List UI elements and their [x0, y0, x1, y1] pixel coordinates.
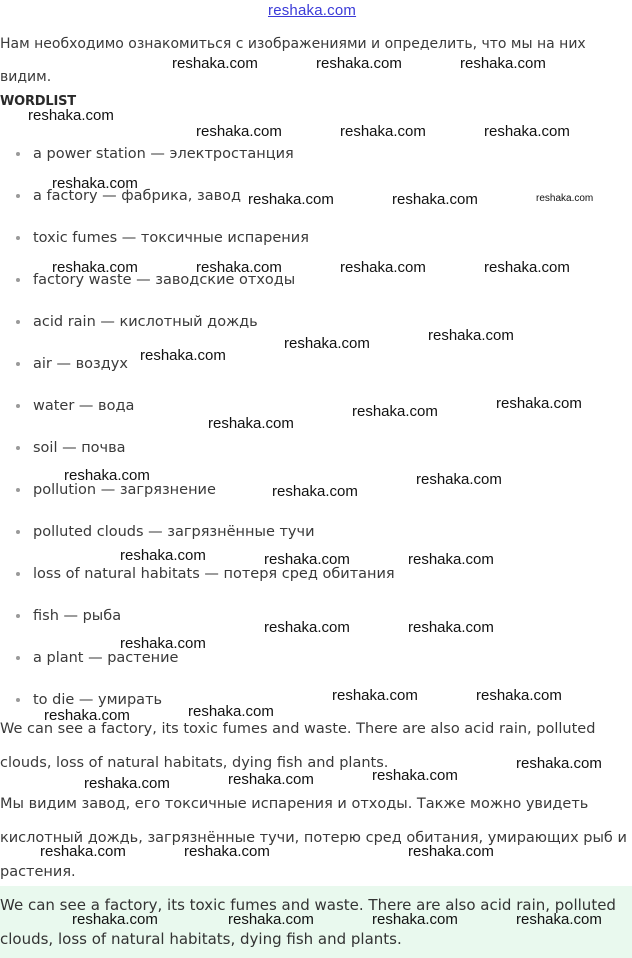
watermark: reshaka.com	[64, 467, 150, 484]
watermark: reshaka.com	[284, 335, 370, 352]
list-item-text: to die — умирать	[33, 692, 163, 708]
watermark: reshaka.com	[408, 619, 494, 636]
watermark: reshaka.com	[340, 259, 426, 276]
watermark: reshaka.com	[476, 687, 562, 704]
watermark: reshaka.com	[340, 123, 426, 140]
list-item-text: loss of natural habitats — потеря сред обитания	[33, 566, 395, 582]
list-item	[0, 392, 395, 434]
bullet-icon	[16, 614, 20, 618]
list-item-text: pollution — загрязнение	[33, 482, 216, 498]
bullet-icon	[16, 446, 20, 450]
bullet-icon	[16, 698, 20, 702]
watermark: reshaka.com	[248, 191, 334, 208]
watermark: reshaka.com	[208, 415, 294, 432]
watermark: reshaka.com	[72, 911, 158, 928]
watermark: reshaka.com	[228, 911, 314, 928]
watermark: reshaka.com	[184, 843, 270, 860]
bullet-icon	[16, 320, 20, 324]
list-item-text: a factory — фабрика, завод	[33, 188, 242, 204]
watermark: reshaka.com	[272, 483, 358, 500]
list-item	[0, 434, 395, 476]
list-item-text: acid rain — кислотный дождь	[33, 314, 258, 330]
bullet-icon	[16, 278, 20, 282]
bullet-icon	[16, 362, 20, 366]
list-item-text: water — вода	[33, 398, 135, 414]
list-item-text: a plant — растение	[33, 650, 179, 666]
watermark: reshaka.com	[140, 347, 226, 364]
watermark: reshaka.com	[536, 193, 594, 204]
list-item-text: fish — рыба	[33, 608, 122, 624]
paragraph-english: We can see a factory, its toxic fumes and waste. There are also acid rain, polluted clouds, loss of natural habitats, dying fish and plants.	[0, 721, 596, 771]
watermark: reshaka.com	[188, 703, 274, 720]
watermark: reshaka.com	[52, 175, 138, 192]
list-item-text: air — воздух	[33, 356, 128, 372]
bullet-icon	[16, 404, 20, 408]
watermark: reshaka.com	[316, 55, 402, 72]
watermark: reshaka.com	[196, 123, 282, 140]
list-item-text: soil — почва	[33, 440, 126, 456]
watermark: reshaka.com	[332, 687, 418, 704]
bullet-icon	[16, 236, 20, 240]
intro-text: Нам необходимо ознакомиться с изображениями и определить, что мы на них видим.	[0, 36, 586, 85]
watermark: reshaka.com	[228, 771, 314, 788]
watermark: reshaka.com	[372, 767, 458, 784]
watermark: reshaka.com	[392, 191, 478, 208]
bullet-icon	[16, 488, 20, 492]
answer-text: We can see a factory, its toxic fumes and waste. There are also acid rain, polluted clouds, loss of natural habitats, dying fish and plants.	[0, 896, 616, 948]
watermark: reshaka.com	[264, 619, 350, 636]
watermark: reshaka.com	[28, 107, 114, 124]
list-item-text: toxic fumes — токсичные испарения	[33, 230, 309, 246]
bullet-icon	[16, 656, 20, 660]
watermark: reshaka.com	[84, 775, 170, 792]
watermark: reshaka.com	[52, 259, 138, 276]
watermark: reshaka.com	[416, 471, 502, 488]
watermark: reshaka.com	[120, 547, 206, 564]
watermark: reshaka.com	[372, 911, 458, 928]
watermark: reshaka.com	[408, 843, 494, 860]
list-item-text: a power station — электростанция	[33, 146, 294, 162]
watermark: reshaka.com	[196, 259, 282, 276]
watermark: reshaka.com	[172, 55, 258, 72]
watermark: reshaka.com	[484, 123, 570, 140]
bullet-icon	[16, 152, 20, 156]
watermark: reshaka.com	[408, 551, 494, 568]
watermark: reshaka.com	[516, 911, 602, 928]
watermark: reshaka.com	[44, 707, 130, 724]
list-item-text: factory waste — заводские отходы	[33, 272, 296, 288]
wordlist-heading: WORDLIST	[0, 94, 76, 109]
watermark: reshaka.com	[460, 55, 546, 72]
watermark: reshaka.com	[40, 843, 126, 860]
paragraph-russian: Мы видим завод, его токсичные испарения и отходы. Также можно увидеть кислотный дождь, загрязнённые тучи, потерю сред обитания, умирающих рыб и растения.	[0, 796, 627, 880]
watermark: reshaka.com	[352, 403, 438, 420]
watermark: reshaka.com	[484, 259, 570, 276]
site-link[interactable]: reshaka.com	[268, 2, 357, 19]
bullet-icon	[16, 572, 20, 576]
bullet-icon	[16, 194, 20, 198]
watermark: reshaka.com	[264, 551, 350, 568]
watermark: reshaka.com	[496, 395, 582, 412]
list-item-text: polluted clouds — загрязнённые тучи	[33, 524, 315, 540]
watermark: reshaka.com	[428, 327, 514, 344]
watermark: reshaka.com	[516, 755, 602, 772]
bullet-icon	[16, 530, 20, 534]
watermark: reshaka.com	[120, 635, 206, 652]
